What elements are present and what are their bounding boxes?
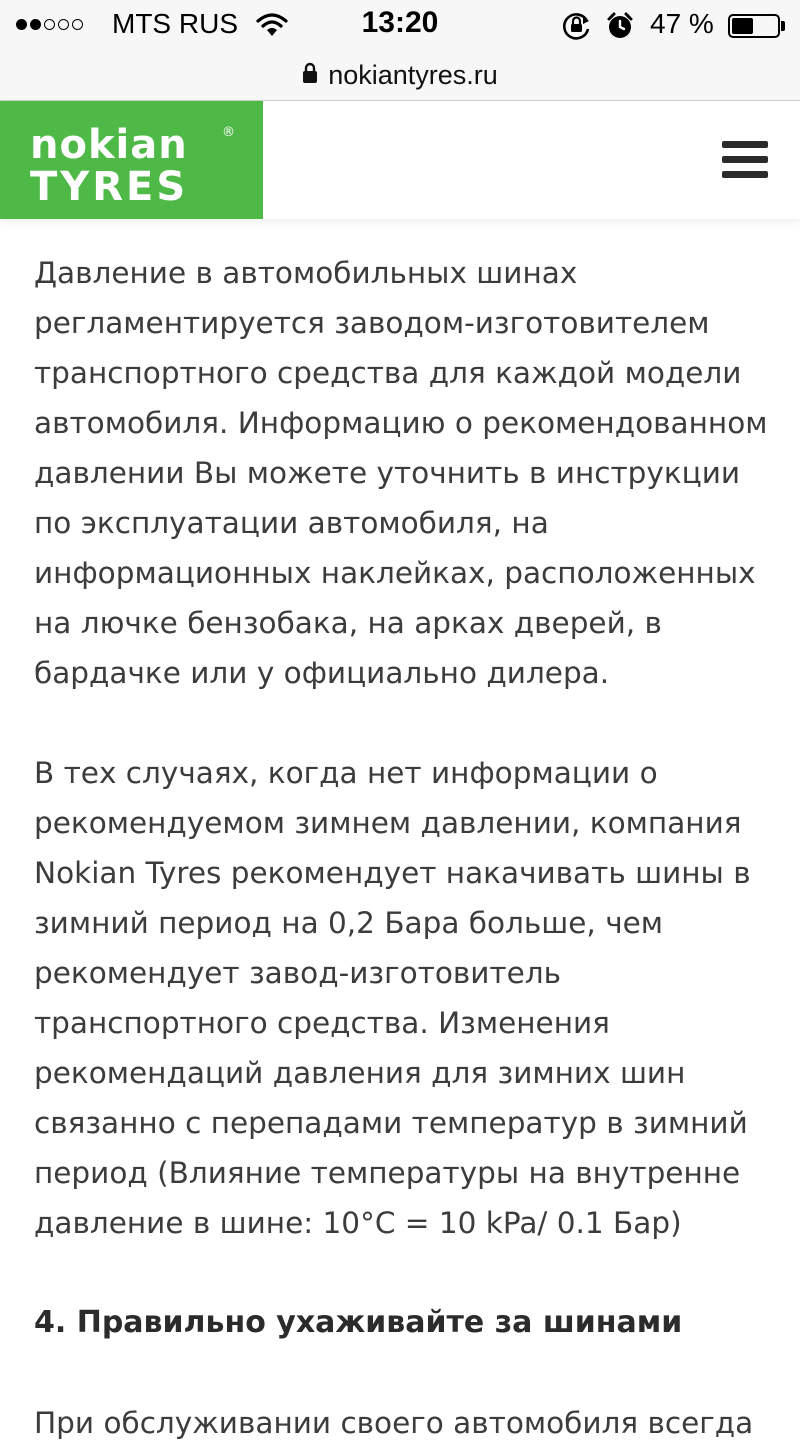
logo-wordmark bbox=[30, 122, 189, 210]
carrier-name: MTS RUS bbox=[112, 8, 238, 39]
site-header bbox=[0, 101, 800, 219]
section-heading: 4. Правильно ухаживайте за шинами bbox=[34, 1305, 683, 1340]
menu-bar bbox=[722, 141, 768, 148]
status-bar bbox=[0, 0, 800, 50]
article-paragraph: В тех случаях, когда нет информации о рекомендуемом зимнем давлении, компания Nokian Tyres рекомендует накачивать шины в зимний период на 0,2 Бара больше, чем рекомендует завод-изготовитель транспортного средства. Изменения рекомендаций давления для зимних шин связанно с перепадами температур в зимний период (Влияние температуры на внутренне давление в шине: 10°C = 10 kPa/ 0.1 Бар) bbox=[34, 756, 751, 1240]
battery-cap bbox=[781, 21, 785, 31]
logo-line-1: nokian bbox=[30, 122, 188, 168]
battery-level-fill bbox=[732, 18, 753, 34]
logo-line-2: TYRES bbox=[30, 164, 189, 210]
menu-bar bbox=[722, 156, 768, 163]
status-time: 13:20 bbox=[361, 6, 439, 39]
rotation-lock-icon bbox=[562, 12, 592, 45]
article-paragraph: При обслуживании своего автомобиля всегда bbox=[34, 1406, 754, 1440]
battery-percent: 47 % bbox=[650, 8, 714, 39]
battery-icon bbox=[728, 14, 780, 38]
alarm-clock-icon bbox=[606, 12, 634, 45]
menu-bar bbox=[722, 171, 768, 178]
lock-icon bbox=[302, 60, 318, 91]
hamburger-menu-icon[interactable] bbox=[718, 135, 774, 185]
registered-mark: ® bbox=[222, 125, 235, 140]
brand-logo[interactable] bbox=[0, 101, 263, 219]
article-paragraph: Давление в автомобильных шинах регламентируется заводом-изготовителем транспортного средства для каждой модели автомобиля. Информацию о рекомендованном давлении Вы можете уточнить в инструкции по эксплуатации автомобиля, на информационных наклейках, расположенных на лючке бензобака, на арках дверей, в бардачке или у официально дилера. bbox=[34, 256, 768, 690]
article-content bbox=[34, 248, 774, 1448]
address-bar[interactable] bbox=[0, 50, 800, 101]
url-text[interactable]: nokiantyres.ru bbox=[328, 59, 498, 90]
